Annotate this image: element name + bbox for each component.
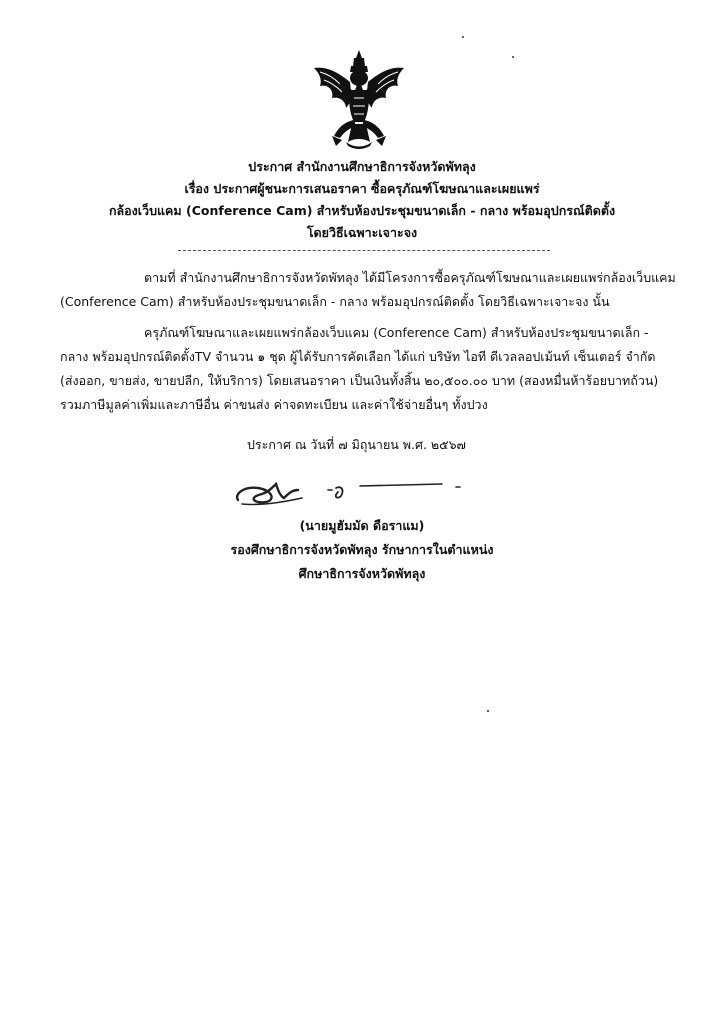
scan-speck [512,56,514,58]
announcement-date: ประกาศ ณ วันที่ ๗ มิถุนายน พ.ศ. ๒๕๖๗ [247,437,466,452]
signatory-name: (นายมูฮัมมัด ดือราแม) [299,518,425,533]
signatory-position-line-2: ศึกษาธิการจังหวัดพัทลุง [298,566,426,581]
paragraph-2-line-3: (ส่งออก, ขายส่ง, ขายปลีก, ให้บริการ) โดยเสนอราคา เป็นเงินทั้งสิ้น ๒๐,๕๐๐.๐๐ บาท (สองหมื่นห้าร้อยบาทถ้วน) [60,373,659,388]
heading-line-4: โดยวิธีเฉพาะเจาะจง [306,225,418,240]
heading-line-3: กล้องเว็บแคม (Conference Cam) สำหรับห้องประชุมขนาดเล็ก - กลาง พร้อมอุปกรณ์ติดตั้ง [108,203,616,218]
paragraph-2-line-1: ครุภัณฑ์โฆษณาและเผยแพร่กล้องเว็บแคม (Conference Cam) สำหรับห้องประชุมขนาดเล็ก - [144,325,649,340]
signatory-position-line-1: รองศึกษาธิการจังหวัดพัทลุง รักษาการในตำแหน่ง [230,542,494,557]
separator-line [178,250,550,251]
paragraph-1-line-1: ตามที่ สำนักงานศึกษาธิการจังหวัดพัทลุง ได้มีโครงการซื้อครุภัณฑ์โฆษณาและเผยแพร่กล้องเว็บแคม [144,270,676,285]
heading-line-1: ประกาศ สำนักงานศึกษาธิการจังหวัดพัทลุง [248,159,476,174]
paragraph-2-line-2: กลาง พร้อมอุปกรณ์ติดตั้งTV จำนวน ๑ ชุด ผู้ได้รับการคัดเลือก ได้แก่ บริษัท ไอที ดีเวลลอปเม้นท์ เซ็นเตอร์ จำกัด [60,349,656,364]
heading-line-2: เรื่อง ประกาศผู้ชนะการเสนอราคา ซื้อครุภัณฑ์โฆษณาและเผยแพร่ [184,181,540,196]
paragraph-2-line-4: รวมภาษีมูลค่าเพิ่มและภาษีอื่น ค่าขนส่ง ค่าจดทะเบียน และค่าใช้จ่ายอื่นๆ ทั้งปวง [60,397,488,412]
garuda-emblem-icon [312,48,406,150]
scan-speck [487,710,489,712]
paragraph-1-line-2: (Conference Cam) สำหรับห้องประชุมขนาดเล็ก - กลาง พร้อมอุปกรณ์ติดตั้ง โดยวิธีเฉพาะเจาะจง นั้น [60,294,610,309]
handwritten-signature [232,476,468,510]
scan-speck [462,36,464,38]
